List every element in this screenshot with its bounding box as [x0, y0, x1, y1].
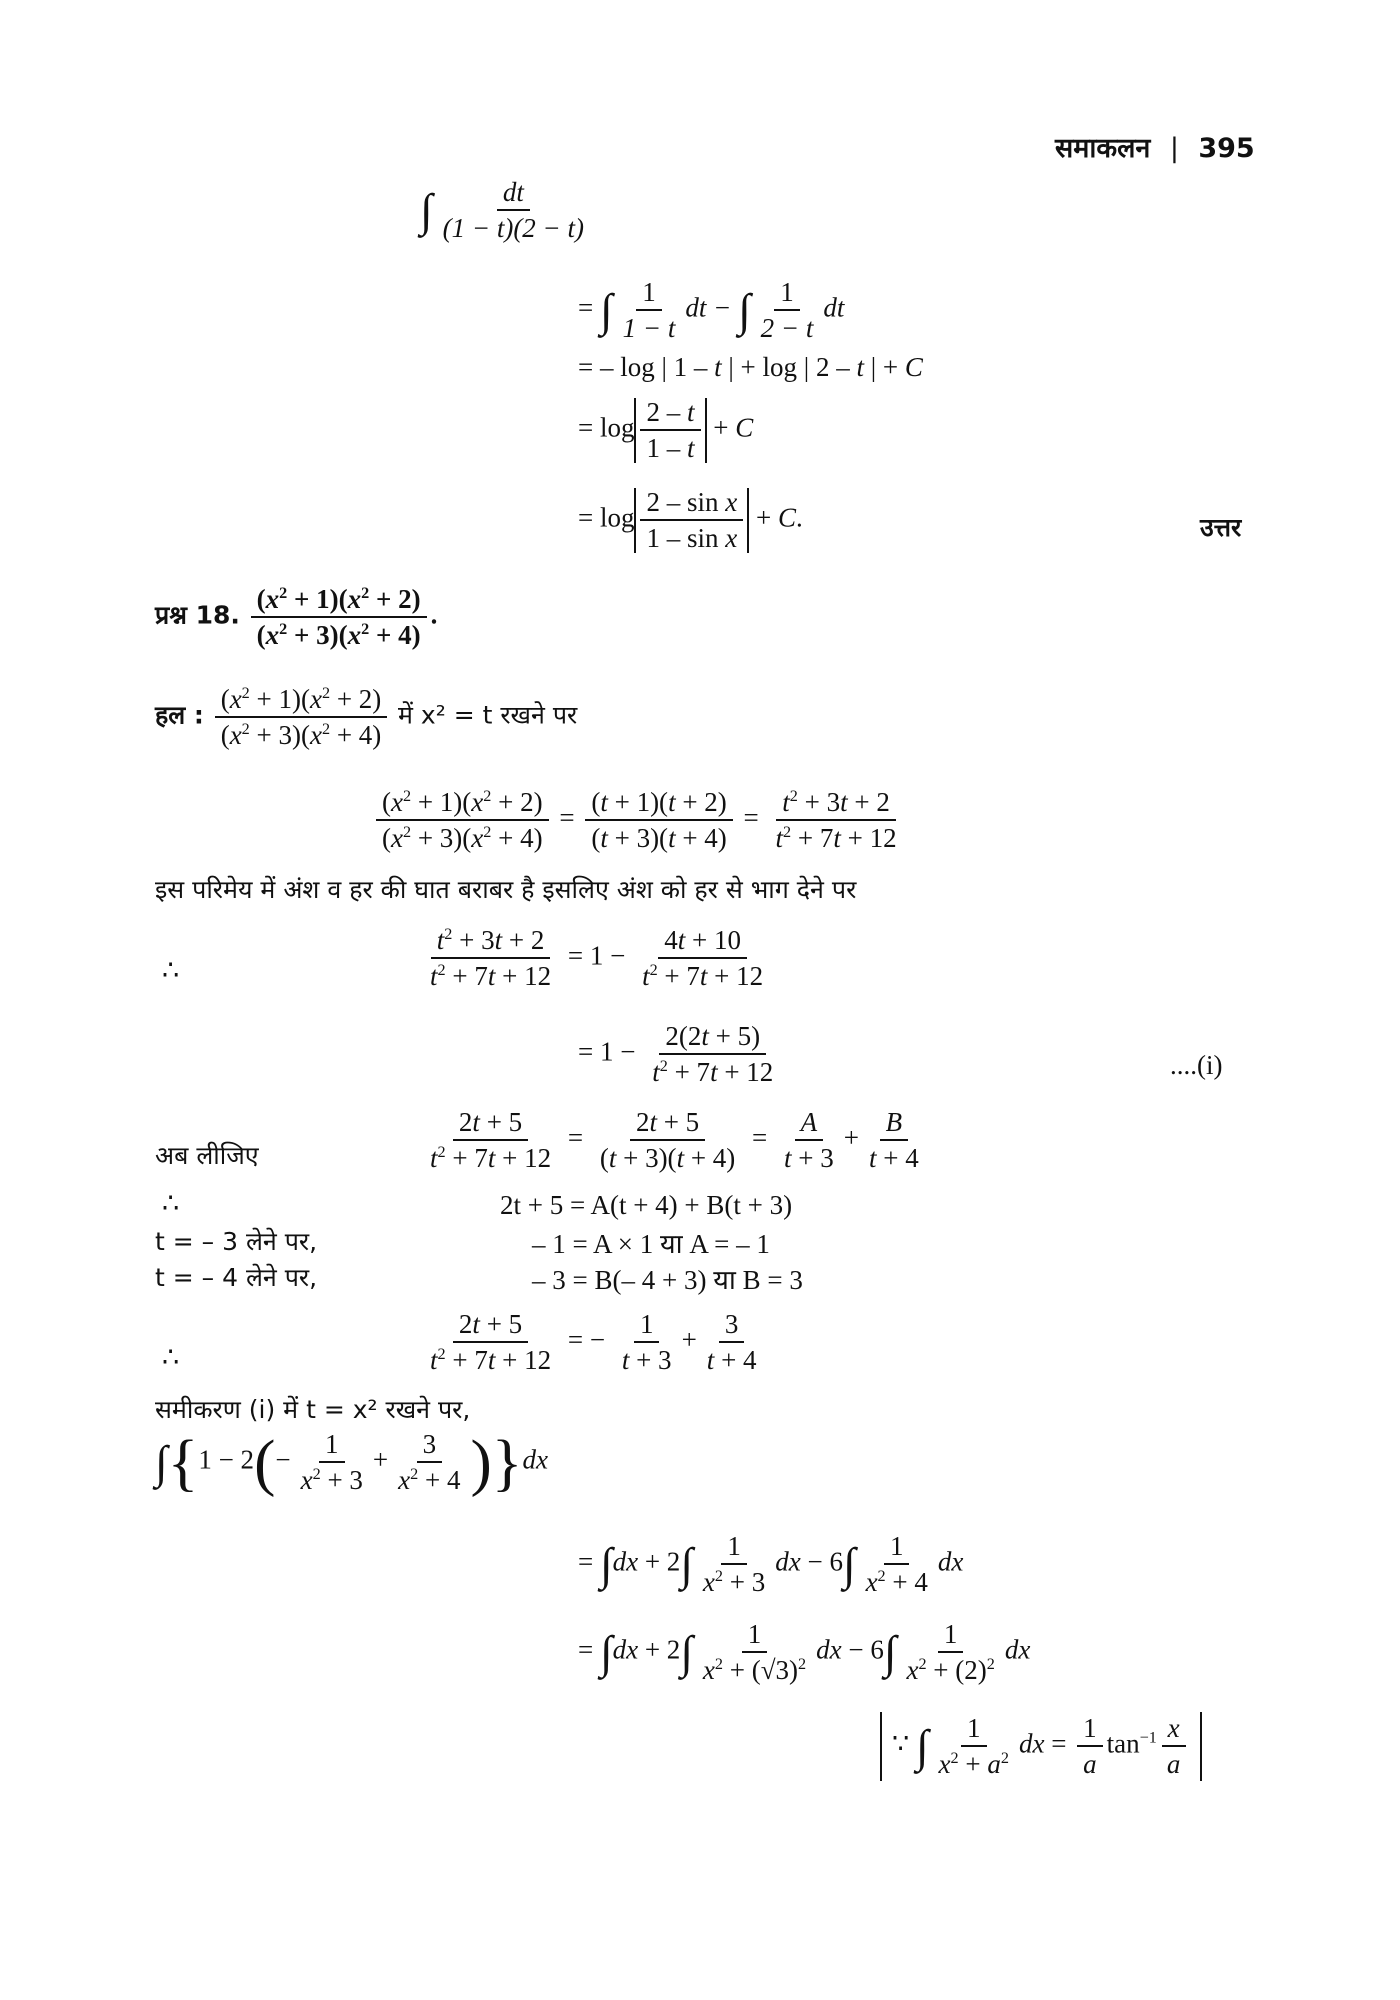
header-separator: |	[1169, 133, 1179, 164]
t-minus-4-label: t = – 4 लेने पर,	[155, 1263, 318, 1292]
t-minus-3-label: t = – 3 लेने पर,	[155, 1227, 318, 1256]
partial-fraction-eq-2: – 1 = A × 1 या A = – 1	[532, 1229, 770, 1259]
degree-note: इस परिमेय में अंश व हर की घात बराबर है इसलिए अंश को हर से भाग देने पर	[155, 875, 857, 904]
partial-fraction-result: $\frac{2t + 5}{t^2 + 7t + 12}$ = − $\frac{1}{t + 3}$ + $\frac{3}{t + 4}$	[430, 1309, 757, 1376]
question-label: प्रश्न 18.	[155, 600, 240, 630]
chapter-title: समाकलन	[1055, 133, 1151, 164]
integral-with-braces: ∫{1 − 2(− $\frac{1}{x^2 + 3}$ + $\frac{3}{x^2 + 4}$ )}dx	[155, 1426, 548, 1498]
page-number: 395	[1198, 133, 1255, 164]
solution-label: हल :	[155, 700, 204, 730]
substitution-equation: $\frac{(x^2 + 1)(x^2 + 2)}{(x^2 + 3)(x^2 + 4)}$ = $\frac{(t + 1)(t + 2)}{(t + 3)(t + 4)}$ = $\frac{t^2 + 3t + 2}{t^2 + 7t + 12}$	[372, 788, 907, 853]
solution-intro: हल : $\frac{(x^2 + 1)(x^2 + 2)}{(x^2 + 3)(x^2 + 4)}$ में x² = t रखने पर	[155, 684, 578, 751]
integral-line-5: = log $\frac{\text{2 – sin x}}{\text{1 – sin x}}$ + C.	[578, 487, 803, 554]
integral-line-4: = log $\frac{2 - t}{1 - t}$ + C	[578, 397, 754, 464]
page-header	[1055, 128, 1255, 165]
answer-label: उत्तर	[1200, 513, 1242, 542]
partial-fraction-eq-3: – 3 = B(– 4 + 3) या B = 3	[532, 1265, 803, 1295]
now-take-label: अब लीजिए	[155, 1141, 259, 1170]
division-equation-2: = 1 − $\frac{2(2t + 5)}{t^2 + 7t + 12}$	[578, 1021, 774, 1088]
solution-text: में x² = t रखने पर	[398, 700, 578, 730]
partial-fraction-eq-1: 2t + 5 = A(t + 4) + B(t + 3)	[500, 1190, 793, 1220]
division-equation: $\frac{t^2 + 3t + 2}{t^2 + 7t + 12}$ = 1 − $\frac{4t + 10}{t^2 + 7t + 12}$	[430, 925, 764, 992]
substitute-note: समीकरण (i) में t = x² रखने पर,	[155, 1395, 471, 1424]
therefore-symbol-1: ∴	[162, 955, 180, 985]
integral-expansion-1: = ∫dx + 2∫ $\frac{1}{x^2 + 3}$ dx − 6∫ $\frac{1}{x^2 + 4}$ dx	[578, 1531, 964, 1598]
therefore-symbol-3: ∴	[162, 1342, 180, 1372]
therefore-symbol-2: ∴	[162, 1188, 180, 1218]
equation-tag: ....(i)	[1170, 1050, 1223, 1080]
formula-note: ∵ ∫ $\frac{1}{x^2 + a^2}$ dx = $\frac{1}{a}$ $\tan^{-1}$ $\frac{x}{a}$	[880, 1712, 1202, 1781]
integral-line-1: ∫ $\frac{dt}{(1 - t)(2 - t)}$	[420, 177, 585, 244]
integral-line-3: = – log | 1 – t | + log | 2 – t | + C	[578, 352, 923, 382]
integral-line-2: = ∫ $\frac{1}{1 - t}$ dt − ∫ $\frac{1}{2 - t}$ dt	[578, 277, 845, 344]
partial-fraction-setup: $\frac{2t + 5}{t^2 + 7t + 12}$ = $\frac{2t + 5}{(t + 3)(t + 4)}$ = $\frac{A}{t + 3}$ + $\frac{B}{t + 4}$	[430, 1107, 919, 1174]
question-18: प्रश्न 18. $\frac{(x^2 + 1)(x^2 + 2)}{(x^2 + 3)(x^2 + 4)}$ .	[155, 584, 438, 651]
integral-expansion-2: = ∫dx + 2∫ $\frac{1}{x^2 + (√3)^2}$ dx − 6∫ $\frac{1}{x^2 + (2)^2}$ dx	[578, 1619, 1031, 1686]
